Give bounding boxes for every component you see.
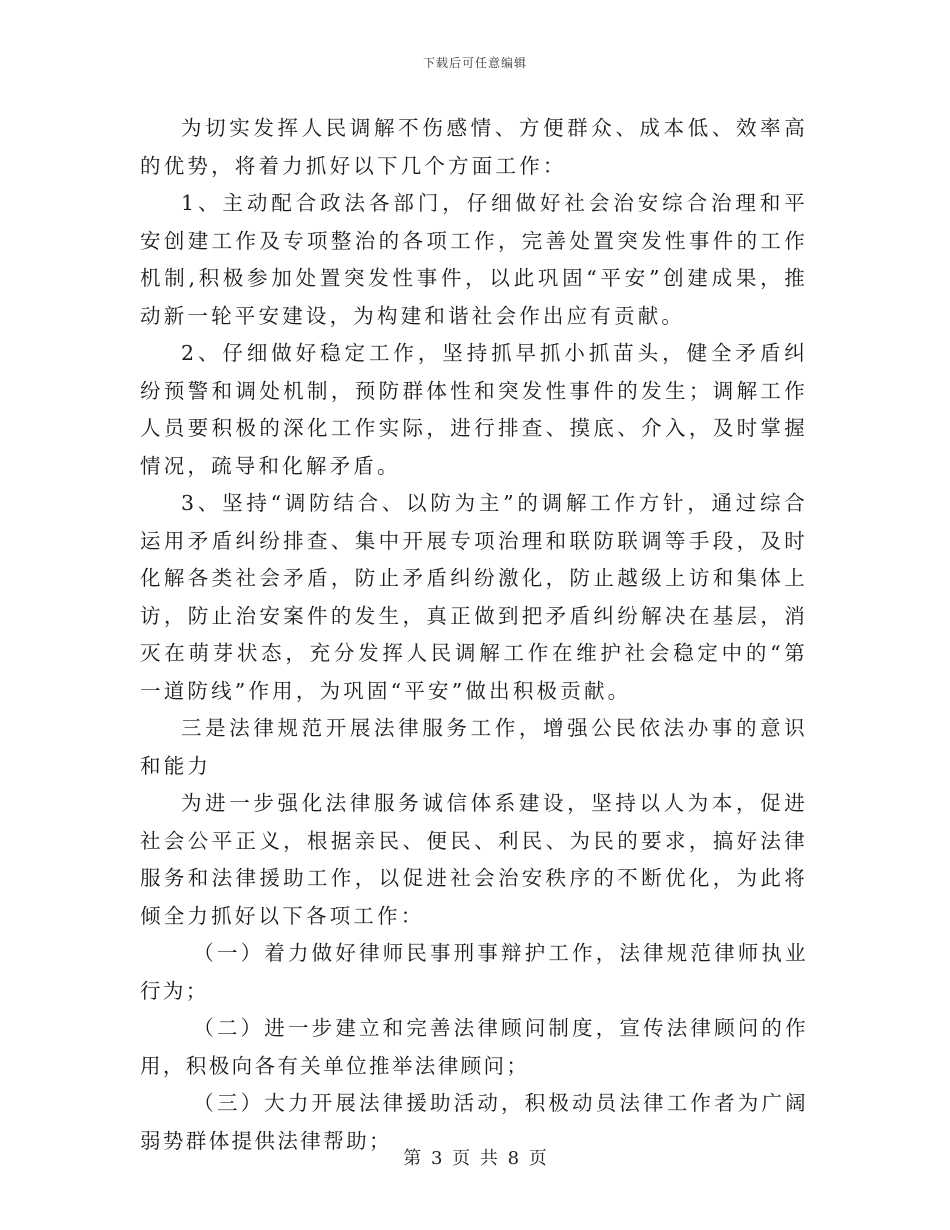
item-1-paragraph: 1、主动配合政法各部门，仔细做好社会治安综合治理和平安创建工作及专项整治的各项工作，完善处置突发性事件的工作机制,积极参加处置突发性事件，以此巩固“平安”创建成果，推动新一轮平安建设，为构建和谐社会作出应有贡献。 bbox=[140, 191, 808, 328]
page-header-note: 下载后可任意编辑 bbox=[422, 56, 527, 70]
list-item-2: （二）进一步建立和完善法律顾问制度，宣传法律顾问的作用，积极向各有关单位推举法律顾问； bbox=[140, 1016, 808, 1078]
list-item-1: （一）着力做好律师民事刑事辩护工作，法律规范律师执业行为； bbox=[140, 941, 808, 1003]
document-body bbox=[140, 110, 808, 1160]
item-3-paragraph: 3、坚持“调防结合、以防为主”的调解工作方针，通过综合运用矛盾纠纷排查、集中开展专项治理和联防联调等手段，及时化解各类社会矛盾，防止矛盾纠纷激化，防止越级上访和集体上访，防止治安案件的发生，真正做到把矛盾纠纷解决在基层，消灭在萌芽状态，充分发挥人民调解工作在维护社会稳定中的“第一道防线”作用，为巩固“平安”做出积极贡献。 bbox=[140, 491, 808, 703]
section-heading-paragraph: 三是法律规范开展法律服务工作，增强公民依法办事的意识和能力 bbox=[140, 716, 808, 778]
page-number-footer: 第 3 页 共 8 页 bbox=[403, 1148, 547, 1169]
item-2-paragraph: 2、仔细做好稳定工作，坚持抓早抓小抓苗头，健全矛盾纠纷预警和调处机制，预防群体性和突发性事件的发生；调解工作人员要积极的深化工作实际，进行排查、摸底、介入，及时掌握情况，疏导和化解矛盾。 bbox=[140, 341, 808, 478]
intro-paragraph: 为切实发挥人民调解不伤感情、方便群众、成本低、效率高的优势，将着力抓好以下几个方面工作： bbox=[140, 116, 808, 178]
section-intro-paragraph: 为进一步强化法律服务诚信体系建设，坚持以人为本，促进社会公平正义，根据亲民、便民、利民、为民的要求，搞好法律服务和法律援助工作，以促进社会治安秩序的不断优化，为此将倾全力抓好以下各项工作： bbox=[140, 791, 808, 928]
list-item-3: （三）大力开展法律援助活动，积极动员法律工作者为广阔弱势群体提供法律帮助； bbox=[140, 1091, 808, 1153]
